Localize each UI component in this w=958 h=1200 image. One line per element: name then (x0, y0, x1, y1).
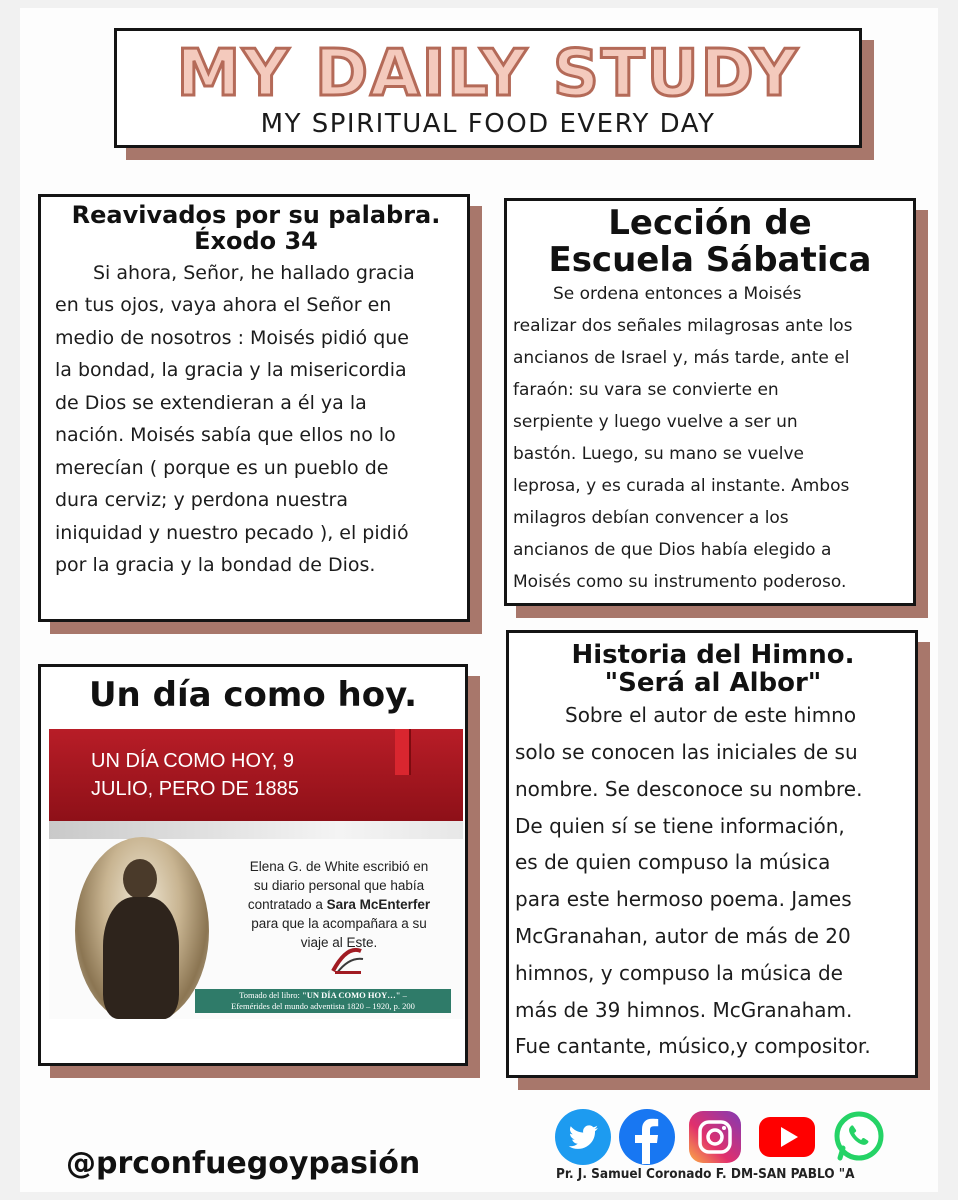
himno-card (506, 630, 918, 1078)
leccion-title (513, 205, 907, 278)
reavivados-line: dura cerviz; y perdona nuestra (55, 489, 348, 512)
leccion-line: leprosa, y es curada al instante. Ambos (513, 476, 850, 497)
himno-line: solo se conocen las iniciales de su (515, 739, 858, 764)
twitter-icon[interactable] (554, 1108, 612, 1166)
un-dia-image (49, 729, 463, 1019)
whatsapp-icon[interactable] (830, 1108, 888, 1166)
banner-line-1: UN DÍA COMO HOY, 9 (91, 750, 295, 772)
reavivados-card (38, 194, 470, 622)
page-subtitle: MY SPIRITUAL FOOD EVERY DAY (260, 109, 716, 139)
reavivados-body (55, 257, 457, 582)
leccion-line: faraón: su vara se convierte en (513, 380, 779, 401)
footnote (195, 989, 451, 1013)
leccion-line: bastón. Luego, su mano se vuelve (513, 444, 804, 465)
himno-line: McGranahan, autor de más de 20 (515, 923, 851, 948)
leccion-box (504, 198, 916, 606)
himno-body (515, 697, 911, 1065)
leccion-line: ancianos de que Dios había elegido a (513, 540, 832, 561)
instagram-icon[interactable] (686, 1108, 744, 1166)
un-dia-title: Un día como hoy. (88, 675, 418, 715)
himno-title-line1: Historia del Himno. (571, 640, 855, 670)
reavivados-line: Si ahora, Señor, he hallado gracia (93, 261, 415, 284)
himno-line: himnos, y compuso la música de (515, 960, 843, 985)
leccion-body (513, 278, 907, 598)
himno-line: Fue cantante, músico,y compositor. (515, 1034, 871, 1059)
un-dia-card (38, 664, 468, 1066)
leccion-line: ancianos de Israel y, más tarde, ante el (513, 348, 850, 369)
footnote-line1: Tomado del libro: "UN DÍA COMO HOY…" – (239, 990, 407, 1000)
himno-title (515, 641, 911, 697)
leccion-line: Se ordena entonces a Moisés (553, 284, 802, 305)
himno-title-line2: "Será al Albor" (604, 668, 822, 699)
reavivados-title (55, 203, 457, 255)
header-box (114, 28, 862, 148)
banner-text (91, 747, 299, 803)
un-dia-text-line3: contratado a Sara McEnterfer (247, 897, 431, 912)
himno-box (506, 630, 918, 1078)
leccion-title-line1: Lección de (608, 203, 812, 243)
himno-line: nombre. Se desconoce su nombre. (515, 776, 863, 801)
reavivados-line: iniquidad y nuestro pecado ), el pidió (55, 521, 409, 544)
leccion-line: serpiente y luego vuelve a ser un (513, 412, 798, 433)
reavivados-line: merecían ( porque es un pueblo de (55, 456, 389, 479)
reavivados-line: en tus ojos, vaya ahora el Señor en (55, 294, 392, 317)
portrait-figure-head (123, 859, 157, 899)
reavivados-title-line2: Éxodo 34 (194, 226, 318, 255)
reavivados-line: nación. Moisés sabía que ellos no lo (55, 424, 396, 447)
header-card (114, 28, 862, 148)
un-dia-text-line1: Elena G. de White escribió en (249, 859, 429, 874)
leccion-line: milagros debían convencer a los (513, 508, 789, 529)
facebook-icon[interactable] (618, 1108, 676, 1166)
reavivados-line: por la gracia y la bondad de Dios. (55, 554, 376, 577)
reavivados-line: de Dios se extendieran a él ya la (55, 391, 367, 414)
un-dia-text-line5: viaje al Este. (300, 935, 378, 950)
youtube-icon[interactable] (758, 1108, 816, 1166)
banner-shade (49, 821, 463, 839)
footnote-line2: Efemérides del mundo adventista 1820 – 1920, p. 200 (231, 1001, 415, 1011)
reavivados-line: medio de nosotros : Moisés pidió que (55, 326, 409, 349)
page-title: MY DAILY STUDY (176, 37, 800, 111)
un-dia-text-line4: para que la acompañara a su (251, 916, 427, 931)
leccion-line: Moisés como su instrumento poderoso. (513, 572, 847, 593)
himno-line: para este hermoso poema. James (515, 887, 852, 912)
himno-line: más de 39 himnos. McGranaham. (515, 997, 853, 1022)
credit-line: Pr. J. Samuel Coronado F. DM-SAN PABLO "A (556, 1166, 855, 1182)
leccion-title-line2: Escuela Sábatica (548, 239, 872, 280)
himno-line: Sobre el autor de este himno (565, 703, 857, 728)
himno-line: es de quien compuso la música (515, 850, 831, 875)
banner-tab (395, 729, 411, 775)
reavivados-title-line1: Reavivados por su palabra. (71, 201, 441, 229)
un-dia-text-line2: su diario personal que había (253, 878, 425, 893)
leccion-card (504, 198, 916, 606)
portrait-figure-body (103, 897, 179, 1019)
reavivados-line: la bondad, la gracia y la misericordia (55, 359, 407, 382)
logo-icon (327, 941, 367, 977)
reavivados-box (38, 194, 470, 622)
page (20, 8, 938, 1192)
un-dia-text (219, 857, 459, 952)
un-dia-box (38, 664, 468, 1066)
social-handle[interactable]: @prconfuegoypasión (66, 1146, 421, 1181)
leccion-line: realizar dos señales milagrosas ante los (513, 316, 853, 337)
sara-name: Sara McEnterfer (326, 897, 431, 912)
himno-line: De quien sí se tiene información, (515, 813, 845, 838)
banner-line-2: JULIO, PERO DE 1885 (91, 778, 299, 800)
